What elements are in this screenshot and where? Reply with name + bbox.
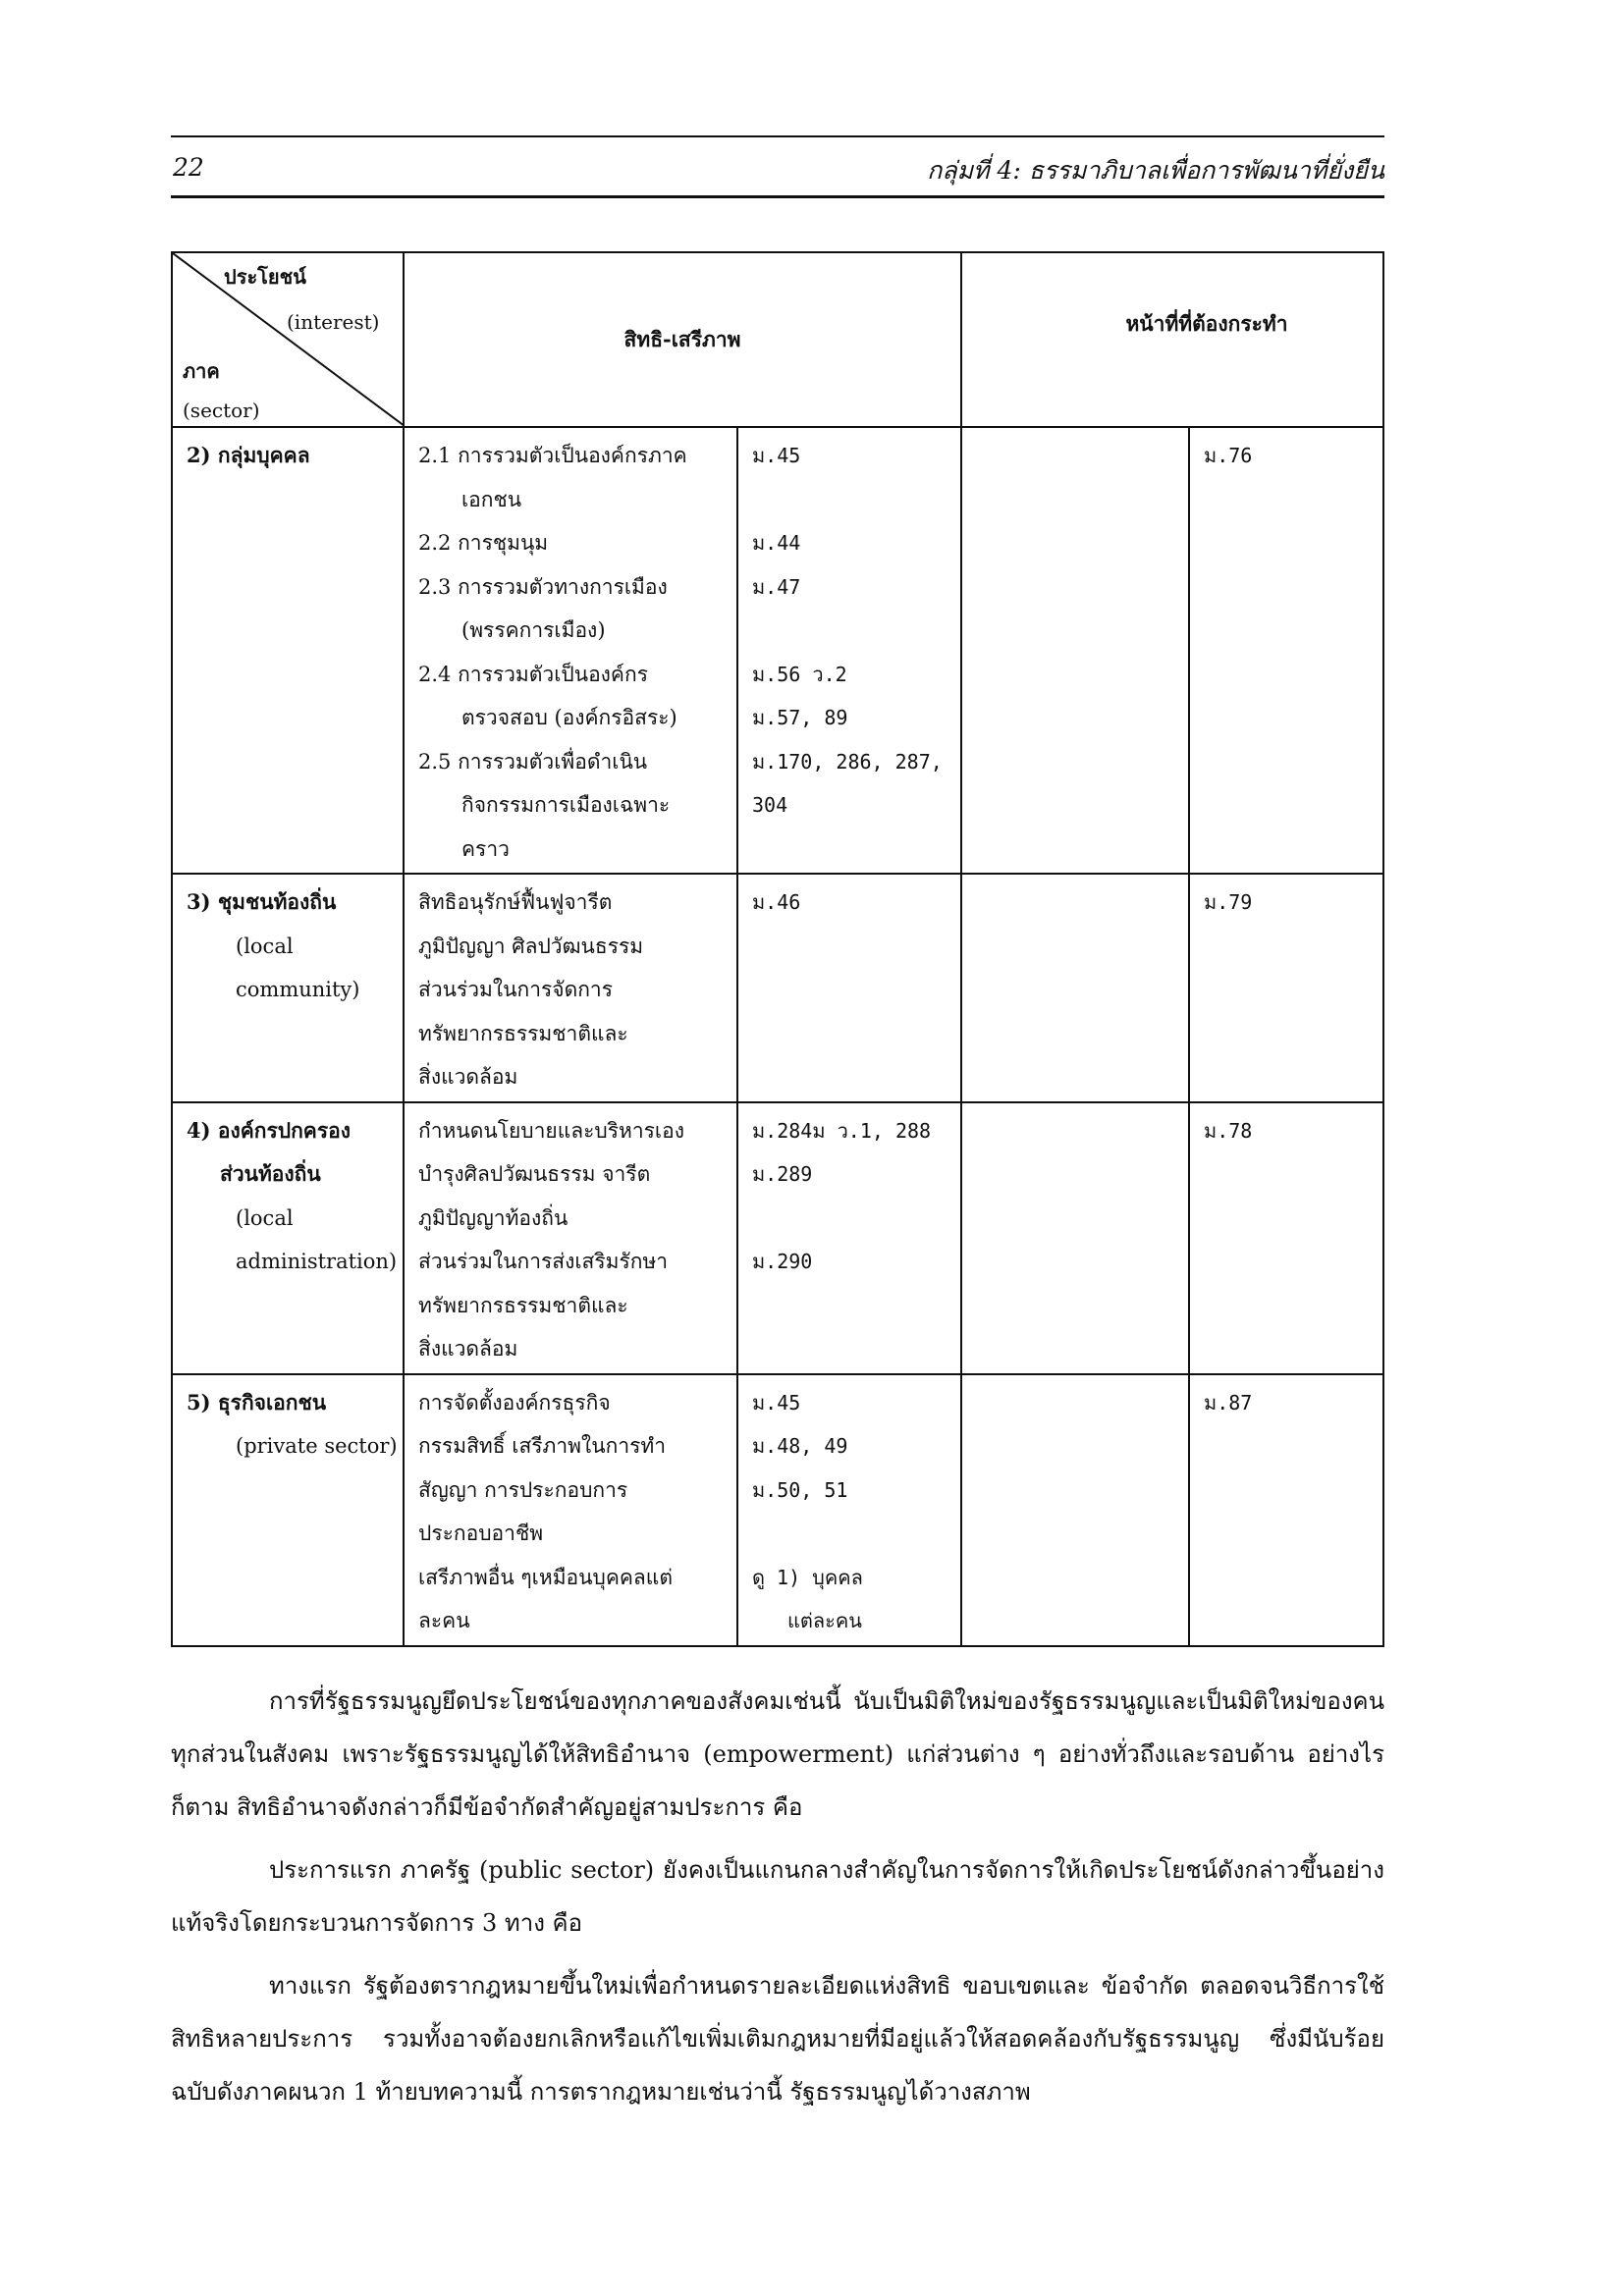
ref-gap	[752, 1512, 960, 1556]
corner-top-label: ประโยชน์	[224, 265, 306, 289]
rights-line: ประกอบอาชีพ	[418, 1522, 544, 1545]
ref-gap	[752, 609, 960, 653]
duty-ref-cell: ม.78	[1189, 1102, 1383, 1374]
sector-cell	[172, 1102, 404, 1374]
rights-line: ภูมิปัญญาท้องถิ่น	[418, 1205, 568, 1230]
rights-line: ละคน	[418, 1609, 470, 1632]
sector-cell	[172, 427, 404, 874]
duty-ref-cell: ม.76	[1189, 427, 1383, 874]
section-ref: ม.47	[752, 574, 801, 599]
running-title: กลุ่มที่ 4: ธรรมาภิบาลเพื่อการพัฒนาที่ยั่งยืน	[927, 156, 1384, 185]
rights-line: 2.4 การรวมตัวเป็นองค์กร	[418, 662, 648, 686]
rights-cell	[404, 1374, 737, 1646]
rights-line: ส่วนร่วมในการจัดการ	[418, 978, 614, 1001]
rights-line: เสรีภาพอื่น ๆเหมือนบุคคลแต่	[418, 1565, 673, 1589]
rights-line: สิทธิอนุรักษ์ฟื้นฟูจารีต	[418, 890, 613, 914]
sector-name: 3) ชุมชนท้องถิ่น	[187, 889, 337, 914]
sector-subtitle: administration)	[236, 1250, 398, 1273]
sector-name: 2) กลุ่มบุคคล	[187, 443, 310, 467]
rights-ref-cell	[737, 427, 961, 874]
section-ref: แต่ละคน	[787, 1609, 862, 1632]
sector-subtitle: (private sector)	[236, 1434, 398, 1458]
corner-bottom-label-en: (sector)	[183, 399, 260, 422]
duty-ref-cell: ม.87	[1189, 1374, 1383, 1646]
rights-line: 2.1 การรวมตัวเป็นองค์กรภาค	[418, 444, 687, 467]
rights-line: (พรรคการเมือง)	[461, 618, 606, 642]
rights-line: ส่วนร่วมในการส่งเสริมรักษา	[418, 1250, 669, 1273]
rights-ref-cell	[737, 1374, 961, 1646]
header-top-rule	[171, 135, 1384, 137]
ref-gap	[752, 1284, 960, 1328]
rights-ref-cell	[737, 874, 961, 1102]
sector-cell	[172, 874, 404, 1102]
rights-line: คราว	[461, 836, 510, 861]
sector-subtitle: ส่วนท้องถิ่น	[220, 1161, 321, 1186]
sector-subtitle: community)	[236, 978, 360, 1001]
section-ref: ม.57, 89	[752, 706, 848, 729]
rights-line: ภูมิปัญญา ศิลปวัฒนธรรม	[418, 934, 644, 958]
section-ref: ม.289	[752, 1162, 813, 1186]
sector-cell	[172, 1374, 404, 1646]
rights-line: 2.3 การรวมตัวทางการเมือง	[418, 574, 668, 599]
section-ref: ม.45	[752, 444, 801, 467]
table-row	[172, 1374, 1383, 1646]
rights-line: ทรัพยากรธรรมชาติและ	[418, 1293, 628, 1317]
table-header-row	[172, 252, 1383, 427]
body-text	[171, 1675, 1384, 2128]
body-paragraph: การที่รัฐธรรมนูญยึดประโยชน์ของทุกภาคของสังคมเช่นนี้ นับเป็นมิติใหม่ของรัฐธรรมนูญและเป็นมิติใหม่ของคนทุกส่วนในสังคม เพราะรัฐธรรมนูญได้ให้สิทธิอำนาจ (empowerment) แก่ส่วนต่าง ๆ อย่างทั่วถึงและรอบด้าน อย่างไรก็ตาม สิทธิอำนาจดังกล่าวก็มีข้อจำกัดสำคัญอยู่สามประการ คือ	[171, 1687, 1384, 1821]
col-header-duties: หน้าที่ที่ต้องกระทำ	[961, 252, 1383, 427]
rights-line: 2.5 การรวมตัวเพื่อดำเนิน	[418, 749, 648, 774]
section-ref: ม.45	[752, 1390, 801, 1415]
rights-line: กรรมสิทธิ์ เสรีภาพในการทำ	[418, 1434, 667, 1458]
rights-cell	[404, 1102, 737, 1374]
rights-duties-table	[171, 251, 1384, 1647]
sector-name: 4) องค์กรปกครอง	[187, 1117, 352, 1143]
rights-line: เอกชน	[461, 487, 522, 511]
corner-top-label-en: (interest)	[287, 310, 380, 334]
section-ref: ม.56 ว.2	[752, 662, 847, 686]
duty-cell	[961, 874, 1189, 1102]
rights-line: 2.2 การชุมนุม	[418, 531, 549, 555]
page-header	[171, 135, 1384, 198]
rights-line: ตรวจสอบ (องค์กรอิสระ)	[461, 706, 677, 729]
table-row	[172, 1102, 1383, 1374]
rights-line: สิ่งแวดล้อม	[418, 1065, 518, 1089]
table-row	[172, 427, 1383, 874]
corner-bottom-label: ภาค	[183, 359, 220, 383]
rights-line: การจัดตั้งองค์กรธุรกิจ	[418, 1390, 611, 1415]
ref-gap	[752, 1055, 960, 1099]
body-paragraph: ประการแรก ภาครัฐ (public sector) ยังคงเป็นแกนกลางสำคัญในการจัดการให้เกิดประโยชน์ดังกล่าวขึ้นอย่างแท้จริงโดยกระบวนการจัดการ 3 ทาง คือ	[171, 1856, 1384, 1937]
rights-line: กำหนดนโยบายและบริหารเอง	[418, 1118, 684, 1143]
duty-ref-cell: ม.79	[1189, 874, 1383, 1102]
section-ref: ม.284ม ว.1, 288	[752, 1118, 932, 1143]
section-ref: 304	[752, 793, 788, 817]
section-ref: ม.290	[752, 1250, 813, 1273]
section-ref: ดู 1) บุคคล	[752, 1565, 863, 1589]
ref-gap	[752, 478, 960, 522]
section-ref: ม.44	[752, 531, 801, 555]
rights-cell	[404, 874, 737, 1102]
table-corner-cell	[172, 252, 404, 427]
sector-name: 5) ธุรกิจเอกชน	[187, 1389, 327, 1415]
section-ref: ม.46	[752, 890, 801, 914]
rights-line: กิจกรรมการเมืองเฉพาะ	[461, 793, 671, 817]
ref-gap	[752, 828, 960, 872]
duty-cell	[961, 1374, 1189, 1646]
sector-subtitle: (local	[236, 1205, 294, 1230]
ref-gap	[752, 1327, 960, 1371]
section-ref: ม.170, 286, 287,	[752, 749, 943, 774]
col-header-rights: สิทธิ-เสรีภาพ	[404, 252, 961, 427]
ref-gap	[752, 1012, 960, 1056]
rights-line: สัญญา การประกอบการ	[418, 1477, 628, 1502]
table-row	[172, 874, 1383, 1102]
duty-cell	[961, 427, 1189, 874]
body-paragraph: ทางแรก รัฐต้องตรากฎหมายขึ้นใหม่เพื่อกำหนดรายละเอียดแห่งสิทธิ ขอบเขตและ ข้อจำกัด ตลอดจนวิธีการใช้สิทธิหลายประการ รวมทั้งอาจต้องยกเลิกหรือแก้ไขเพิ่มเติมกฎหมายที่มีอยู่แล้วให้สอดคล้องกับรัฐธรรมนูญ ซึ่งมีนับร้อยฉบับดังภาคผนวก 1 ท้ายบทความนี้ การตรากฎหมายเช่นว่านี้ รัฐธรรมนูญได้วางสภาพ	[171, 1972, 1384, 2106]
header-bottom-rule	[171, 195, 1384, 198]
ref-gap	[752, 968, 960, 1012]
rights-line: ทรัพยากรธรรมชาติและ	[418, 1021, 628, 1045]
duty-cell	[961, 1102, 1189, 1374]
sector-subtitle: (local	[236, 934, 294, 958]
ref-gap	[752, 1197, 960, 1241]
rights-ref-cell	[737, 1102, 961, 1374]
rights-line: สิ่งแวดล้อม	[418, 1337, 518, 1361]
page-number: 22	[173, 153, 204, 182]
rights-line: บำรุงศิลปวัฒนธรรม จารีต	[418, 1162, 651, 1186]
section-ref: ม.50, 51	[752, 1477, 848, 1502]
section-ref: ม.48, 49	[752, 1434, 848, 1458]
ref-gap	[752, 925, 960, 969]
rights-cell	[404, 427, 737, 874]
